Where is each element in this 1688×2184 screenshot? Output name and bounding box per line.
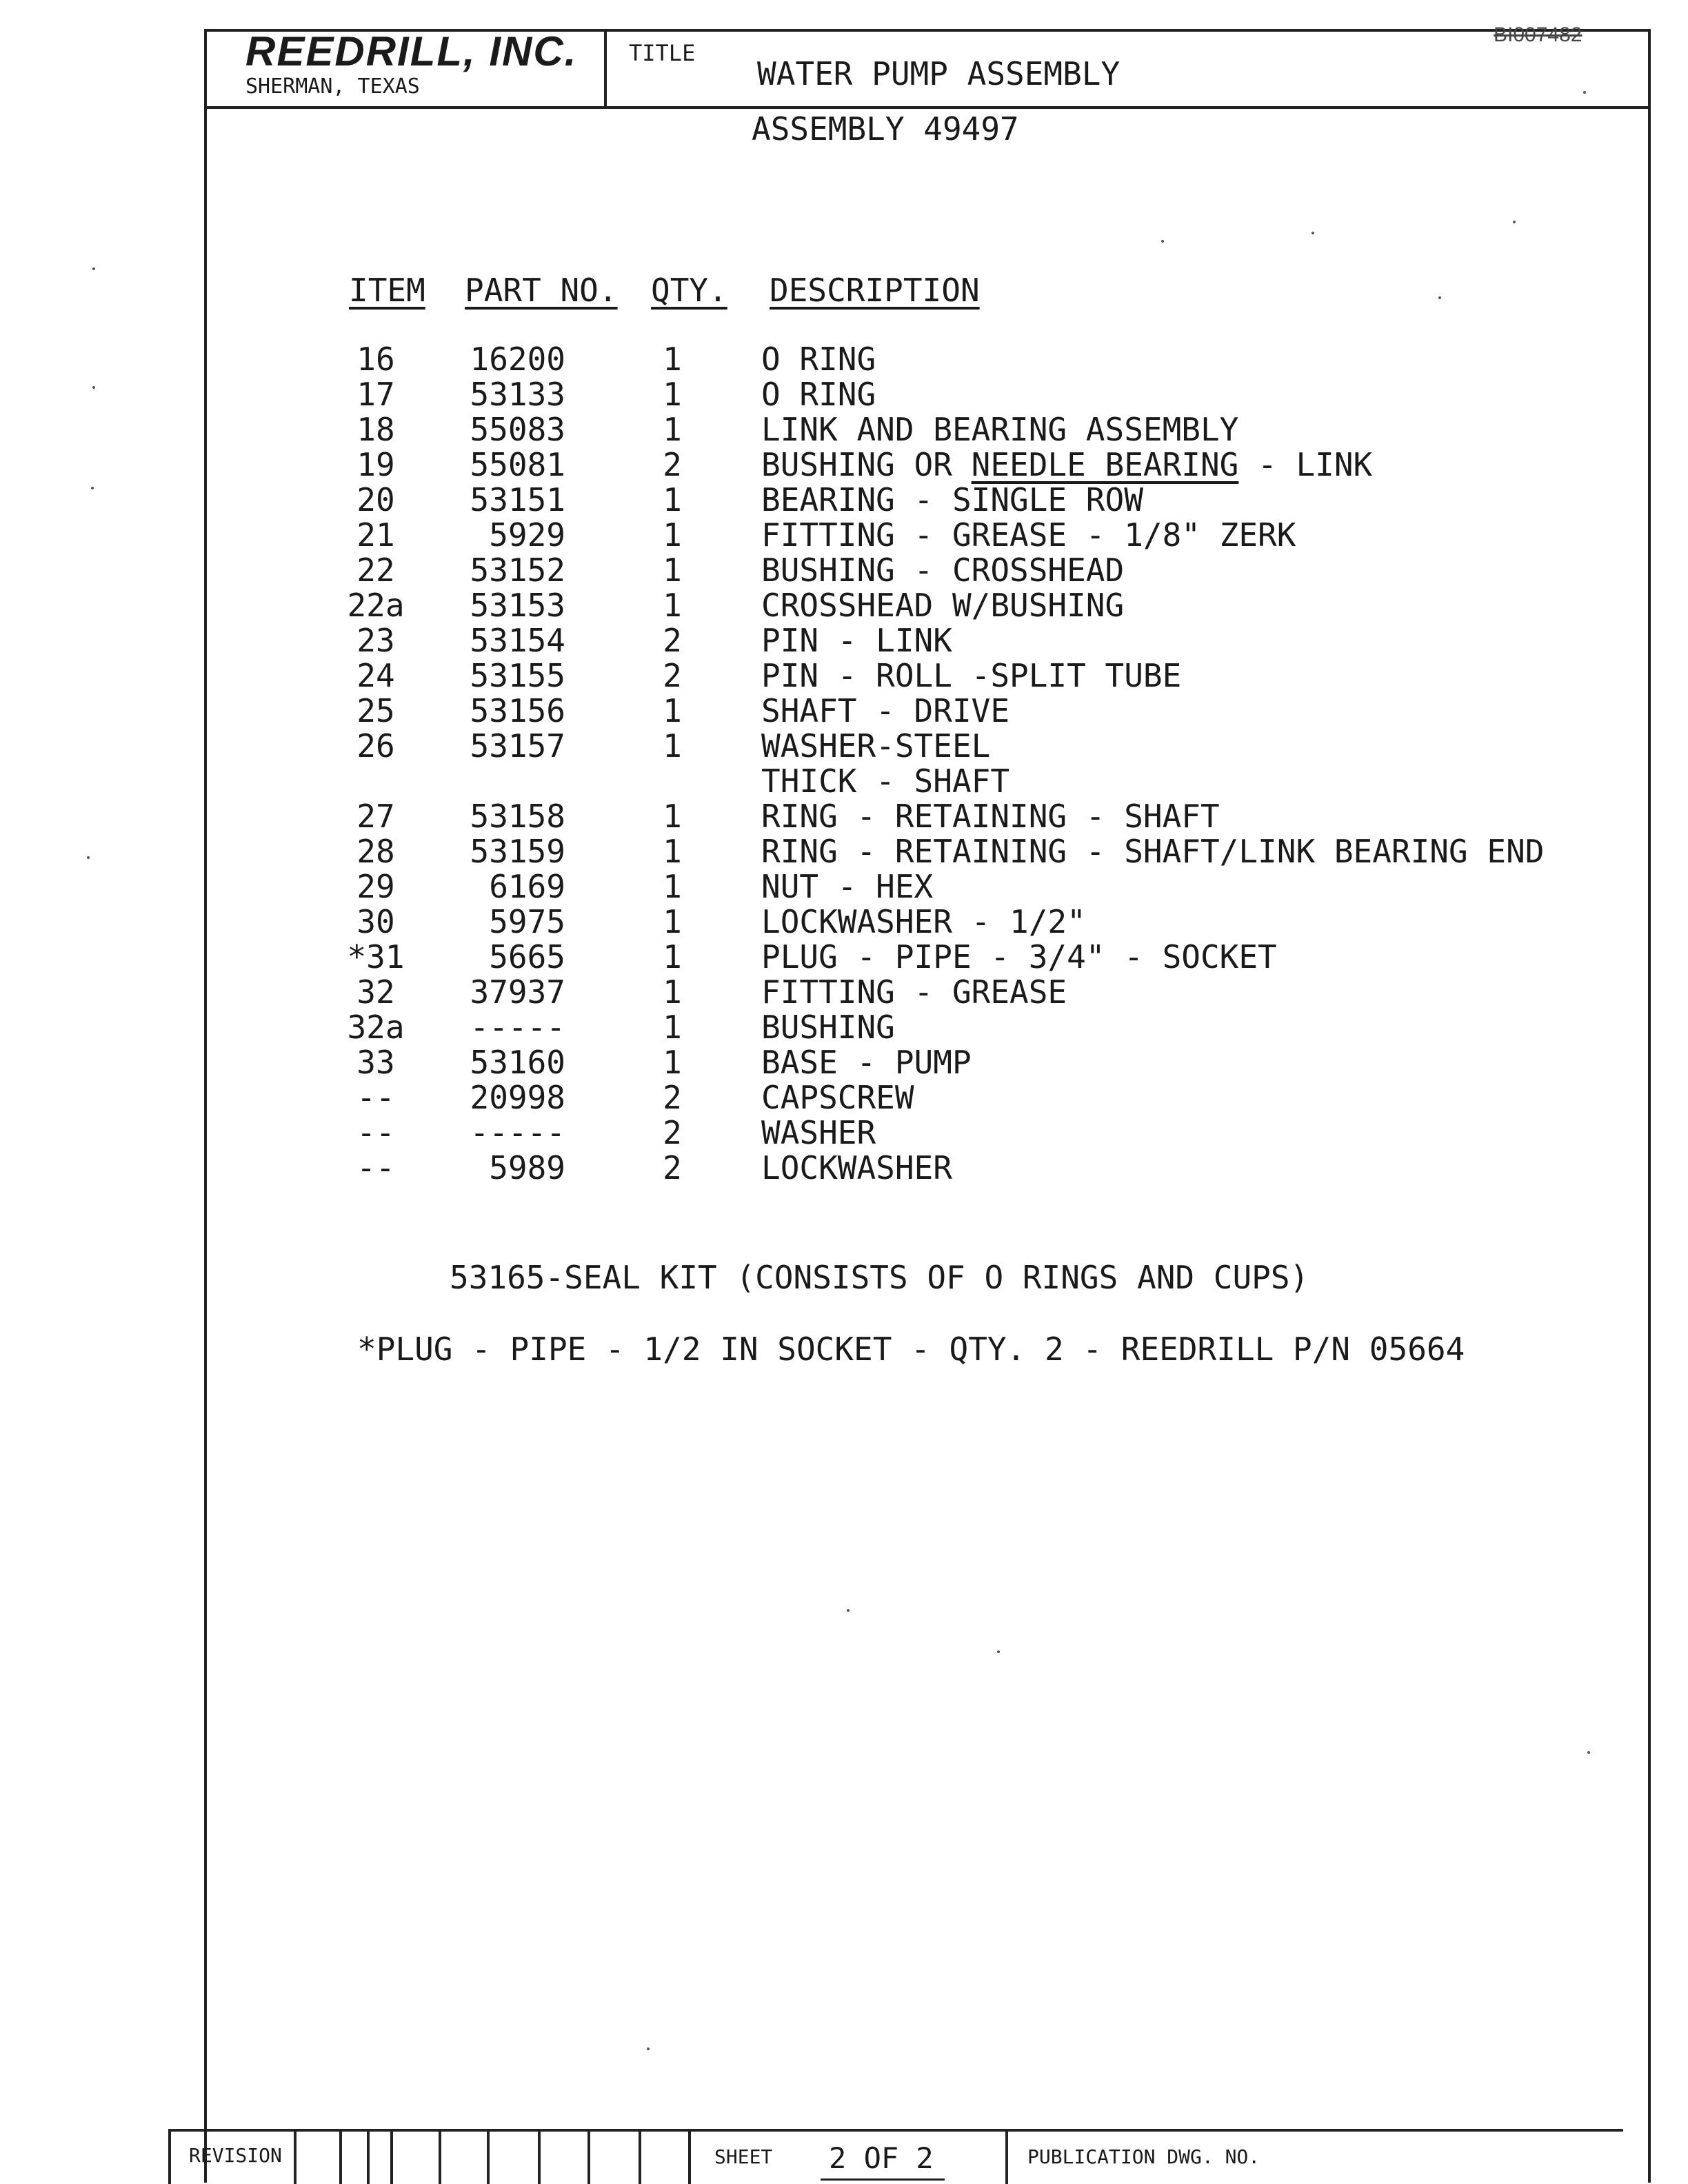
- quantity: 1: [663, 1044, 682, 1081]
- part-number: 37937: [470, 973, 565, 1011]
- scan-speck: [92, 267, 95, 270]
- table-row: [0, 833, 1688, 869]
- company-location: SHERMAN, TEXAS: [245, 74, 420, 99]
- revision-cell: [294, 2130, 297, 2184]
- footer-divider: [1005, 2130, 1008, 2184]
- part-number: 53151: [470, 481, 565, 518]
- part-number: 53153: [470, 587, 565, 624]
- part-number: -----: [470, 1009, 565, 1046]
- description: LOCKWASHER - 1/2": [761, 903, 1086, 940]
- part-number: 53160: [470, 1044, 565, 1081]
- quantity: 2: [663, 622, 682, 659]
- item-number: 30: [356, 903, 395, 940]
- revision-cell: [487, 2130, 490, 2184]
- document-title: WATER PUMP ASSEMBLY: [757, 55, 1121, 92]
- scan-speck: [847, 1609, 850, 1612]
- quantity: 1: [663, 903, 682, 940]
- quantity: 2: [663, 1079, 682, 1116]
- quantity: 1: [663, 587, 682, 624]
- description: PIN - LINK: [761, 622, 952, 659]
- column-header-description: DESCRIPTION: [770, 272, 980, 309]
- part-number: 5975: [489, 903, 565, 940]
- scan-speck: [87, 856, 90, 859]
- quantity: 1: [663, 1009, 682, 1046]
- footer-left-border: [168, 2129, 171, 2184]
- quantity: 1: [663, 481, 682, 518]
- table-row: [0, 552, 1688, 587]
- scan-speck: [647, 2048, 650, 2050]
- item-number: 25: [356, 692, 395, 729]
- plug-footnote: *PLUG - PIPE - 1/2 IN SOCKET - QTY. 2 - REEDRILL P/N 05664: [357, 1331, 1465, 1368]
- description: WASHER: [761, 1114, 876, 1151]
- table-row: [0, 446, 1688, 482]
- quantity: 1: [663, 833, 682, 870]
- scan-speck: [1312, 232, 1314, 234]
- item-number: 24: [356, 657, 395, 694]
- table-row: [0, 868, 1688, 904]
- table-row: [0, 587, 1688, 623]
- description: O RING: [761, 376, 876, 413]
- description: FITTING - GREASE: [761, 973, 1067, 1011]
- document-id: BI007482: [1494, 23, 1582, 46]
- scan-speck: [1438, 296, 1441, 299]
- quantity: 1: [663, 411, 682, 448]
- company-name: REEDRILL, INC.: [245, 28, 578, 74]
- item-number: 22a: [347, 587, 405, 624]
- description: BUSHING - CROSSHEAD: [761, 552, 1125, 589]
- item-number: 16: [356, 341, 395, 378]
- description: PLUG - PIPE - 3/4" - SOCKET: [761, 938, 1277, 975]
- publication-drawing-label: PUBLICATION DWG. NO.: [1027, 2145, 1260, 2168]
- item-number: 23: [356, 622, 395, 659]
- title-label: TITLE: [629, 40, 696, 66]
- description: FITTING - GREASE - 1/8" ZERK: [761, 516, 1296, 554]
- item-number: --: [356, 1079, 395, 1116]
- quantity: 1: [663, 552, 682, 589]
- table-row: [0, 516, 1688, 552]
- description: CAPSCREW: [761, 1079, 914, 1116]
- quantity: 2: [663, 1149, 682, 1186]
- sheet-underline: [821, 2178, 945, 2181]
- table-row: [0, 938, 1688, 974]
- quantity: 1: [663, 341, 682, 378]
- part-number: 53155: [470, 657, 565, 694]
- item-number: 32a: [347, 1009, 405, 1046]
- table-row: [0, 1009, 1688, 1044]
- table-row: [0, 973, 1688, 1009]
- title-block-divider: [604, 29, 607, 109]
- scan-speck: [1587, 1751, 1590, 1754]
- part-number: 53154: [470, 622, 565, 659]
- quantity: 1: [663, 868, 682, 905]
- quantity: 1: [663, 516, 682, 554]
- scan-speck: [91, 487, 94, 489]
- description: LOCKWASHER: [761, 1149, 952, 1186]
- table-row: [0, 657, 1688, 693]
- quantity: 1: [663, 727, 682, 765]
- revision-cell: [390, 2130, 393, 2184]
- revision-cell: [538, 2130, 541, 2184]
- description: O RING: [761, 341, 876, 378]
- description: CROSSHEAD W/BUSHING: [761, 587, 1125, 624]
- table-row: [0, 411, 1688, 447]
- scan-speck: [997, 1650, 1000, 1653]
- description-part: BUSHING OR: [761, 446, 972, 483]
- table-row: [0, 1079, 1688, 1115]
- item-number: 26: [356, 727, 395, 765]
- table-row: [0, 903, 1688, 939]
- quantity: 1: [663, 938, 682, 975]
- quantity: 1: [663, 973, 682, 1011]
- part-number: 53152: [470, 552, 565, 589]
- table-row: [0, 1149, 1688, 1185]
- column-header-part-no: PART NO.: [465, 272, 618, 309]
- item-number: 22: [356, 552, 395, 589]
- revision-cell: [339, 2130, 342, 2184]
- quantity: 1: [663, 692, 682, 729]
- description: LINK AND BEARING ASSEMBLY: [761, 411, 1239, 448]
- revision-label: REVISION: [189, 2144, 282, 2167]
- quantity: 1: [663, 798, 682, 835]
- column-header-qty: QTY.: [651, 272, 727, 309]
- table-row: [0, 622, 1688, 658]
- revision-cell: [587, 2130, 590, 2184]
- revision-cell: [639, 2130, 641, 2184]
- seal-kit-note: 53165-SEAL KIT (CONSISTS OF O RINGS AND CUPS): [450, 1259, 1309, 1296]
- quantity: 2: [663, 657, 682, 694]
- item-number: 28: [356, 833, 395, 870]
- part-number: 53133: [470, 376, 565, 413]
- part-number: 53156: [470, 692, 565, 729]
- table-row: [0, 341, 1688, 376]
- item-number: 21: [356, 516, 395, 554]
- item-number: 32: [356, 973, 395, 1011]
- revision-cell: [367, 2130, 370, 2184]
- item-number: 29: [356, 868, 395, 905]
- item-number: *31: [347, 938, 405, 975]
- item-number: --: [356, 1149, 395, 1186]
- item-number: 17: [356, 376, 395, 413]
- item-number: 19: [356, 446, 395, 483]
- description: RING - RETAINING - SHAFT/LINK BEARING END: [761, 833, 1545, 870]
- column-header-item: ITEM: [349, 272, 425, 309]
- part-number: 20998: [470, 1079, 565, 1116]
- table-row: [0, 376, 1688, 412]
- sheet-number: 2 OF 2: [829, 2141, 934, 2175]
- item-number: 27: [356, 798, 395, 835]
- part-number: 53158: [470, 798, 565, 835]
- table-row: [0, 1114, 1688, 1150]
- description: NUT - HEX: [761, 868, 934, 905]
- item-number: 20: [356, 481, 395, 518]
- table-row: [0, 1044, 1688, 1080]
- description: BEARING - SINGLE ROW: [761, 481, 1143, 518]
- description: PIN - ROLL -SPLIT TUBE: [761, 657, 1182, 694]
- part-number: 53159: [470, 833, 565, 870]
- part-number: 16200: [470, 341, 565, 378]
- part-number: -----: [470, 1114, 565, 1151]
- table-row: [0, 481, 1688, 517]
- revision-cell: [439, 2130, 441, 2184]
- quantity: 2: [663, 446, 682, 483]
- description: BUSHING: [761, 1009, 895, 1046]
- table-row: [0, 727, 1688, 763]
- table-row: [0, 692, 1688, 728]
- description: THICK - SHAFT: [761, 762, 1010, 800]
- assembly-number: ASSEMBLY 49497: [752, 110, 1019, 148]
- part-number: 5665: [489, 938, 565, 975]
- part-number: 5929: [489, 516, 565, 554]
- table-row: [0, 798, 1688, 833]
- item-number: 33: [356, 1044, 395, 1081]
- description: SHAFT - DRIVE: [761, 692, 1010, 729]
- part-number: 55083: [470, 411, 565, 448]
- table-row: [0, 762, 1688, 798]
- part-number: 53157: [470, 727, 565, 765]
- part-number: 6169: [489, 868, 565, 905]
- scan-speck: [1161, 240, 1164, 243]
- description: WASHER-STEEL: [761, 727, 991, 765]
- description: [761, 446, 1372, 483]
- description: BASE - PUMP: [761, 1044, 972, 1081]
- scan-speck: [1583, 91, 1586, 94]
- scan-speck: [92, 386, 95, 389]
- part-number: 5989: [489, 1149, 565, 1186]
- item-number: --: [356, 1114, 395, 1151]
- description-part: - LINK: [1238, 446, 1373, 483]
- part-number: 55081: [470, 446, 565, 483]
- description: RING - RETAINING - SHAFT: [761, 798, 1220, 835]
- quantity: 2: [663, 1114, 682, 1151]
- item-number: 18: [356, 411, 395, 448]
- scan-speck: [1513, 221, 1516, 223]
- revision-cell: [688, 2130, 691, 2184]
- quantity: 1: [663, 376, 682, 413]
- description-underlined: NEEDLE BEARING: [971, 446, 1239, 483]
- sheet-label: SHEET: [714, 2145, 773, 2168]
